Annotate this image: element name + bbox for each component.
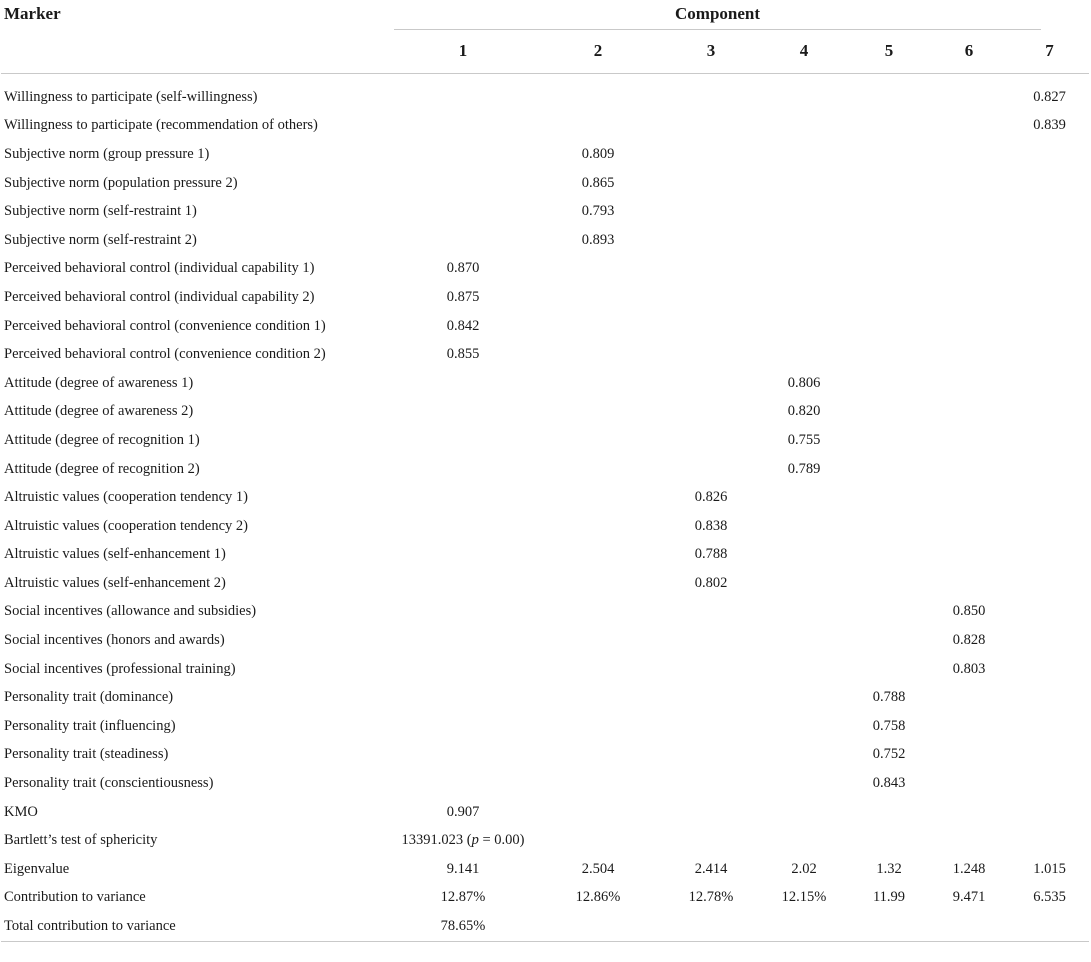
cell-component-4 xyxy=(758,340,850,369)
cell-component-1: 0.855 xyxy=(446,346,480,363)
cell-component-3: 0.838 xyxy=(694,517,728,534)
cell-component-2 xyxy=(532,541,664,570)
table-row xyxy=(1,283,1089,312)
cell-component-4: 0.755 xyxy=(787,431,821,448)
cell-component-6: 0.828 xyxy=(952,632,986,649)
table-row xyxy=(1,884,1089,913)
cell-component-2: 0.865 xyxy=(581,174,615,191)
cell-component-5 xyxy=(850,283,928,312)
cell-component-4 xyxy=(758,312,850,341)
component-col-7: 7 xyxy=(1010,29,1089,74)
cell-component-5 xyxy=(850,197,928,226)
cell-component-1 xyxy=(394,741,532,770)
cell-component-6 xyxy=(928,169,1010,198)
cell-component-3 xyxy=(664,626,758,655)
cell-component-3 xyxy=(664,398,758,427)
cell-component-4: 0.820 xyxy=(787,403,821,420)
cell-component-4 xyxy=(758,197,850,226)
cell-component-5 xyxy=(850,140,928,169)
cell-component-6 xyxy=(928,112,1010,141)
cell-component-2: 12.86% xyxy=(575,889,621,906)
row-label: Personality trait (dominance) xyxy=(4,689,174,706)
cell-component-7 xyxy=(1010,255,1089,284)
cell-component-5 xyxy=(850,255,928,284)
row-label: Subjective norm (population pressure 2) xyxy=(4,174,238,191)
cell-component-6 xyxy=(928,255,1010,284)
row-label: Subjective norm (group pressure 1) xyxy=(4,145,210,162)
cell-component-1 xyxy=(394,512,532,541)
cell-component-3 xyxy=(664,369,758,398)
cell-component-2 xyxy=(532,712,664,741)
cell-component-1 xyxy=(394,169,532,198)
table-row xyxy=(1,398,1089,427)
cell-component-4 xyxy=(758,140,850,169)
cell-component-3 xyxy=(664,312,758,341)
cell-component-6 xyxy=(928,741,1010,770)
cell-component-1 xyxy=(394,655,532,684)
table-row xyxy=(1,769,1089,798)
cell-component-1 xyxy=(394,398,532,427)
cell-component-7 xyxy=(1010,712,1089,741)
cell-component-4 xyxy=(758,255,850,284)
row-label: Perceived behavioral control (individual capability 1) xyxy=(4,260,315,277)
component-col-4: 4 xyxy=(758,29,850,74)
row-label: Personality trait (influencing) xyxy=(4,717,176,734)
cell-component-7 xyxy=(1010,512,1089,541)
cell-component-6 xyxy=(928,541,1010,570)
cell-component-5 xyxy=(850,541,928,570)
cell-component-2 xyxy=(532,455,664,484)
cell-component-7 xyxy=(1010,226,1089,255)
cell-component-6 xyxy=(928,312,1010,341)
cell-component-3 xyxy=(664,426,758,455)
cell-component-3 xyxy=(664,798,758,827)
cell-component-7 xyxy=(1010,741,1089,770)
row-label: KMO xyxy=(4,803,38,820)
cell-component-1 xyxy=(394,112,532,141)
cell-component-7 xyxy=(1010,369,1089,398)
cell-component-3: 2.414 xyxy=(694,860,728,877)
cell-component-1: 0.842 xyxy=(446,317,480,334)
cell-component-1: 0.870 xyxy=(446,260,480,277)
cell-component-3 xyxy=(664,655,758,684)
cell-component-3: 0.826 xyxy=(694,489,728,506)
cell-component-1: 0.907 xyxy=(446,803,480,820)
cell-component-2 xyxy=(532,255,664,284)
cell-component-7 xyxy=(1010,569,1089,598)
cell-component-5 xyxy=(850,169,928,198)
row-label: Personality trait (conscientiousness) xyxy=(4,775,214,792)
cell-component-5 xyxy=(850,112,928,141)
cell-component-1 xyxy=(394,483,532,512)
row-label: Perceived behavioral control (convenience condition 2) xyxy=(4,346,326,363)
cell-component-3 xyxy=(664,255,758,284)
cell-component-7: 1.015 xyxy=(1033,860,1066,877)
cell-component-2 xyxy=(532,398,664,427)
cell-component-4 xyxy=(758,569,850,598)
row-label: Eigenvalue xyxy=(4,860,70,877)
cell-component-4: 2.02 xyxy=(791,860,817,877)
bartlett-p-symbol: p xyxy=(471,832,479,849)
cell-component-2: 0.809 xyxy=(581,145,615,162)
table-row xyxy=(1,569,1089,598)
cell-component-4 xyxy=(758,712,850,741)
cell-component-2 xyxy=(532,312,664,341)
cell-component-4 xyxy=(758,541,850,570)
cell-component-4 xyxy=(758,598,850,627)
cell-component-3: 0.802 xyxy=(694,574,728,591)
cell-component-2: 0.893 xyxy=(581,231,615,248)
bartlett-number: 13391.023 ( xyxy=(401,832,472,849)
cell-component-7 xyxy=(1010,826,1089,855)
cell-component-7 xyxy=(1010,683,1089,712)
cell-component-3 xyxy=(664,912,758,941)
cell-component-4 xyxy=(758,769,850,798)
cell-component-3 xyxy=(664,283,758,312)
component-col-1: 1 xyxy=(394,29,532,74)
cell-component-5 xyxy=(850,598,928,627)
marker-header-spacer xyxy=(1,29,394,74)
cell-component-7 xyxy=(1010,483,1089,512)
cell-component-5 xyxy=(850,512,928,541)
cell-component-7 xyxy=(1010,626,1089,655)
table-row xyxy=(1,226,1089,255)
row-label: Perceived behavioral control (individual capability 2) xyxy=(4,288,315,305)
factor-loadings-table xyxy=(1,0,1089,942)
cell-component-3 xyxy=(664,340,758,369)
cell-component-1 xyxy=(394,598,532,627)
component-col-2: 2 xyxy=(532,29,664,74)
cell-component-1 xyxy=(394,769,532,798)
cell-component-2 xyxy=(532,369,664,398)
table-row xyxy=(1,541,1089,570)
cell-component-7 xyxy=(1010,312,1089,341)
table-row xyxy=(1,340,1089,369)
component-col-6: 6 xyxy=(928,29,1010,74)
cell-component-3: 0.788 xyxy=(694,546,728,563)
table-row xyxy=(1,197,1089,226)
cell-component-3 xyxy=(664,712,758,741)
cell-component-1 xyxy=(394,197,532,226)
cell-component-5: 0.788 xyxy=(872,689,906,706)
cell-component-7 xyxy=(1010,140,1089,169)
table-row xyxy=(1,255,1089,284)
cell-component-4 xyxy=(758,741,850,770)
cell-component-7 xyxy=(1010,197,1089,226)
cell-component-7 xyxy=(1010,541,1089,570)
cell-component-4 xyxy=(758,112,850,141)
cell-component-4 xyxy=(758,626,850,655)
cell-component-2 xyxy=(532,483,664,512)
cell-component-6 xyxy=(928,226,1010,255)
cell-component-4 xyxy=(758,912,850,941)
component-col-5: 5 xyxy=(850,29,928,74)
cell-component-5 xyxy=(850,426,928,455)
table-row xyxy=(1,741,1089,770)
cell-component-7 xyxy=(1010,598,1089,627)
cell-component-1 xyxy=(394,569,532,598)
cell-component-1 xyxy=(394,541,532,570)
table-row xyxy=(1,483,1089,512)
cell-component-4 xyxy=(758,483,850,512)
cell-component-7: 0.827 xyxy=(1033,88,1066,105)
cell-component-7: 0.839 xyxy=(1033,117,1066,134)
cell-component-5 xyxy=(850,398,928,427)
cell-component-4: 0.789 xyxy=(787,460,821,477)
table-row xyxy=(1,426,1089,455)
row-label: Contribution to variance xyxy=(4,889,146,906)
cell-component-6: 1.248 xyxy=(952,860,986,877)
bartlett-p-value: = 0.00) xyxy=(478,832,525,849)
cell-component-5: 0.752 xyxy=(872,746,906,763)
cell-component-3 xyxy=(664,598,758,627)
row-label: Perceived behavioral control (convenience condition 1) xyxy=(4,317,326,334)
cell-component-1 xyxy=(394,712,532,741)
cell-component-5 xyxy=(850,569,928,598)
cell-component-3 xyxy=(664,197,758,226)
cell-component-6 xyxy=(928,769,1010,798)
cell-component-2: 0.793 xyxy=(581,203,615,220)
cell-component-7 xyxy=(1010,169,1089,198)
cell-component-4 xyxy=(758,798,850,827)
cell-component-2 xyxy=(532,626,664,655)
table-row xyxy=(1,855,1089,884)
table-row xyxy=(1,683,1089,712)
cell-component-2 xyxy=(532,798,664,827)
table-row xyxy=(1,512,1089,541)
cell-component-2 xyxy=(532,340,664,369)
cell-component-2 xyxy=(532,512,664,541)
table-body xyxy=(1,74,1089,942)
row-label: Attitude (degree of recognition 1) xyxy=(4,431,200,448)
cell-component-4 xyxy=(758,512,850,541)
marker-header: Marker xyxy=(4,4,61,23)
table-row xyxy=(1,826,1089,855)
cell-component-7 xyxy=(1010,798,1089,827)
row-label: Willingness to participate (recommendation of others) xyxy=(4,117,318,134)
cell-component-4 xyxy=(758,169,850,198)
cell-component-5 xyxy=(850,912,928,941)
table-row xyxy=(1,369,1089,398)
row-label: Attitude (degree of awareness 1) xyxy=(4,374,194,391)
cell-component-2 xyxy=(532,112,664,141)
row-label: Subjective norm (self-restraint 2) xyxy=(4,231,197,248)
row-label: Personality trait (steadiness) xyxy=(4,746,169,763)
cell-component-2: 2.504 xyxy=(581,860,615,877)
cell-component-5 xyxy=(850,826,928,855)
cell-component-7 xyxy=(1010,283,1089,312)
cell-component-2 xyxy=(532,569,664,598)
cell-component-7: 6.535 xyxy=(1033,889,1066,906)
cell-component-6 xyxy=(928,398,1010,427)
component-col-3: 3 xyxy=(664,29,758,74)
row-label: Altruistic values (cooperation tendency 1) xyxy=(4,489,249,506)
cell-component-3 xyxy=(664,226,758,255)
cell-component-5 xyxy=(850,369,928,398)
cell-component-6 xyxy=(928,197,1010,226)
row-label: Altruistic values (self-enhancement 1) xyxy=(4,546,226,563)
cell-component-3 xyxy=(664,826,758,855)
cell-component-5 xyxy=(850,226,928,255)
cell-component-1 xyxy=(394,426,532,455)
cell-component-5: 0.758 xyxy=(872,717,906,734)
cell-component-2 xyxy=(532,769,664,798)
cell-component-7 xyxy=(1010,655,1089,684)
cell-component-3 xyxy=(664,741,758,770)
row-label: Altruistic values (self-enhancement 2) xyxy=(4,574,226,591)
cell-component-2 xyxy=(532,598,664,627)
cell-component-3 xyxy=(664,683,758,712)
cell-component-5 xyxy=(850,626,928,655)
cell-component-2 xyxy=(532,826,664,855)
cell-component-6 xyxy=(928,683,1010,712)
cell-component-5: 11.99 xyxy=(872,889,906,906)
cell-component-3: 12.78% xyxy=(688,889,734,906)
row-label: Total contribution to variance xyxy=(1,912,394,941)
cell-component-7 xyxy=(1010,912,1089,941)
cell-component-1 xyxy=(394,226,532,255)
cell-component-3 xyxy=(664,769,758,798)
bartlett-value xyxy=(394,826,532,855)
cell-component-6: 9.471 xyxy=(952,889,986,906)
cell-component-2 xyxy=(532,426,664,455)
cell-component-5 xyxy=(850,312,928,341)
cell-component-6 xyxy=(928,283,1010,312)
cell-component-5 xyxy=(850,455,928,484)
table-row xyxy=(1,312,1089,341)
row-label: Bartlett’s test of sphericity xyxy=(4,832,158,849)
cell-component-2 xyxy=(532,74,664,112)
cell-component-6: 0.803 xyxy=(952,660,986,677)
cell-component-4 xyxy=(758,683,850,712)
cell-component-1 xyxy=(394,140,532,169)
row-label: Subjective norm (self-restraint 1) xyxy=(4,203,197,220)
cell-component-5: 1.32 xyxy=(876,860,902,877)
component-header xyxy=(394,0,1089,29)
cell-component-7 xyxy=(1010,455,1089,484)
cell-component-4 xyxy=(758,826,850,855)
row-label: Attitude (degree of recognition 2) xyxy=(4,460,200,477)
cell-component-1 xyxy=(394,683,532,712)
table-row xyxy=(1,74,1089,112)
cell-component-6 xyxy=(928,426,1010,455)
row-label: Attitude (degree of awareness 2) xyxy=(4,403,194,420)
cell-component-3 xyxy=(664,169,758,198)
cell-component-1 xyxy=(394,74,532,112)
cell-component-5 xyxy=(850,483,928,512)
cell-component-3 xyxy=(664,455,758,484)
table-row xyxy=(1,712,1089,741)
cell-component-1: 9.141 xyxy=(446,860,480,877)
row-label: Social incentives (allowance and subsidies) xyxy=(4,603,257,620)
cell-component-1: 78.65% xyxy=(394,912,532,941)
cell-component-7 xyxy=(1010,769,1089,798)
cell-component-4 xyxy=(758,74,850,112)
row-label: Willingness to participate (self-willingness) xyxy=(4,88,258,105)
cell-component-1 xyxy=(394,455,532,484)
cell-component-4: 12.15% xyxy=(781,889,827,906)
table-row xyxy=(1,112,1089,141)
cell-component-7 xyxy=(1010,340,1089,369)
row-label: Altruistic values (cooperation tendency 2) xyxy=(4,517,249,534)
row-label: Social incentives (professional training) xyxy=(4,660,236,677)
table-row xyxy=(1,912,1089,941)
cell-component-1: 12.87% xyxy=(440,889,486,906)
cell-component-6 xyxy=(928,455,1010,484)
cell-component-5 xyxy=(850,798,928,827)
cell-component-4 xyxy=(758,226,850,255)
cell-component-6 xyxy=(928,826,1010,855)
cell-component-5 xyxy=(850,655,928,684)
cell-component-6 xyxy=(928,798,1010,827)
cell-component-5 xyxy=(850,74,928,112)
cell-component-4 xyxy=(758,283,850,312)
cell-component-3 xyxy=(664,74,758,112)
cell-component-6 xyxy=(928,340,1010,369)
table-row xyxy=(1,598,1089,627)
cell-component-6 xyxy=(928,569,1010,598)
table-row xyxy=(1,169,1089,198)
cell-component-6 xyxy=(928,74,1010,112)
cell-component-6 xyxy=(928,483,1010,512)
cell-component-7 xyxy=(1010,426,1089,455)
table-row xyxy=(1,798,1089,827)
cell-component-6 xyxy=(928,912,1010,941)
cell-component-6 xyxy=(928,369,1010,398)
cell-component-2 xyxy=(532,912,664,941)
cell-component-6 xyxy=(928,712,1010,741)
table-row xyxy=(1,626,1089,655)
cell-component-6 xyxy=(928,512,1010,541)
cell-component-4 xyxy=(758,655,850,684)
cell-component-5: 0.843 xyxy=(872,775,906,792)
cell-component-7 xyxy=(1010,398,1089,427)
table-row xyxy=(1,455,1089,484)
row-label: Social incentives (honors and awards) xyxy=(4,632,225,649)
cell-component-1 xyxy=(394,626,532,655)
table-row xyxy=(1,140,1089,169)
cell-component-6: 0.850 xyxy=(952,603,986,620)
cell-component-2 xyxy=(532,283,664,312)
component-header-label: Component xyxy=(675,4,761,23)
cell-component-1 xyxy=(394,369,532,398)
table-row xyxy=(1,655,1089,684)
cell-component-2 xyxy=(532,683,664,712)
cell-component-2 xyxy=(532,741,664,770)
cell-component-1: 0.875 xyxy=(446,288,480,305)
cell-component-5 xyxy=(850,340,928,369)
cell-component-6 xyxy=(928,140,1010,169)
cell-component-3 xyxy=(664,112,758,141)
cell-component-2 xyxy=(532,655,664,684)
cell-component-4: 0.806 xyxy=(787,374,821,391)
cell-component-3 xyxy=(664,140,758,169)
